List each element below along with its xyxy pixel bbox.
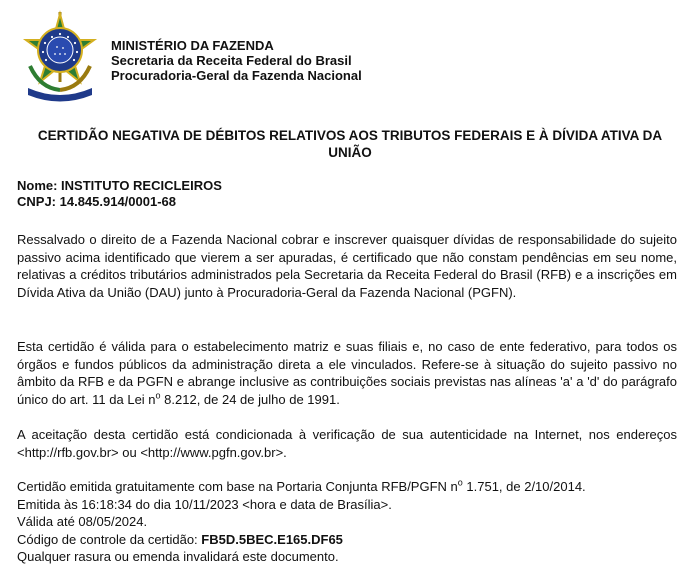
attorney-general-name: Procuradoria-Geral da Fazenda Nacional (111, 68, 362, 83)
agency-header (111, 38, 362, 83)
emission-basis-tail: 1.751, de 2/10/2014. (462, 479, 586, 494)
ordinal-superscript: o (155, 390, 161, 401)
control-code: FB5D.5BEC.E165.DF65 (201, 531, 343, 547)
control-code-line (17, 531, 687, 549)
taxpayer-name: Nome: INSTITUTO RECICLEIROS (17, 178, 222, 193)
ordinal-superscript: o (457, 477, 463, 488)
footer-note: Qualquer rasura ou emenda invalidará este documento. (17, 549, 339, 564)
certificate-title: CERTIDÃO NEGATIVA DE DÉBITOS RELATIVOS AOS TRIBUTOS FEDERAIS E À DÍVIDA ATIVA DA UNIÃO (37, 128, 663, 160)
taxpayer-identification (17, 178, 222, 210)
ministry-name: MINISTÉRIO DA FAZENDA (111, 38, 274, 53)
control-code-label: Código de controle da certidão: (17, 531, 202, 547)
emission-basis-text: Certidão emitida gratuitamente com base na Portaria Conjunta RFB/PGFN n (17, 479, 458, 494)
coat-of-arms-icon (20, 10, 100, 102)
issued-at: Emitida às 16:18:34 do dia 10/11/2023 <hora e data de Brasília>. (17, 496, 392, 512)
emission-basis (17, 478, 687, 496)
emission-details (17, 478, 687, 566)
valid-until: Válida até 08/05/2024. (17, 514, 148, 529)
validity-scope-paragraph (17, 338, 677, 408)
taxpayer-cnpj: CNPJ: 14.845.914/0001-68 (17, 194, 177, 209)
validity-scope-tail: 8.212, de 24 de julho de 1991. (160, 391, 340, 407)
secretariat-name: Secretaria da Receita Federal do Brasil (111, 53, 352, 68)
certification-paragraph: Ressalvado o direito de a Fazenda Nacional cobrar e inscrever quaisquer dívidas de responsabilidade do sujeito passivo acima identificado que vierem a ser apuradas, é certificado que não constam pendências em seu nome, relativas a créditos tributários administrados pela Secretaria da Receita Federal do Brasil (RFB) e a inscrições em Dívida Ativa da União (DAU) junto à Procuradoria-Geral da Fazenda Nacional (PGFN). (17, 232, 677, 300)
validity-scope-text: Esta certidão é válida para o estabelecimento matriz e suas filiais e, no caso de ente federativo, para todos os órgãos e fundos públicos da administração direta a ele vinculados. Refere-se à situação do sujeito passivo no âmbito da RFB e da PGFN e abrange inclusive as contribuições sociais previstas nas alíneas 'a' a 'd' do parágrafo único do art. 11 da Lei n (17, 339, 677, 407)
authenticity-paragraph: A aceitação desta certidão está condicionada à verificação de sua autenticidade na Internet, nos endereços <http://rfb.gov.br> ou <http://www.pgfn.gov.br>. (17, 427, 677, 460)
